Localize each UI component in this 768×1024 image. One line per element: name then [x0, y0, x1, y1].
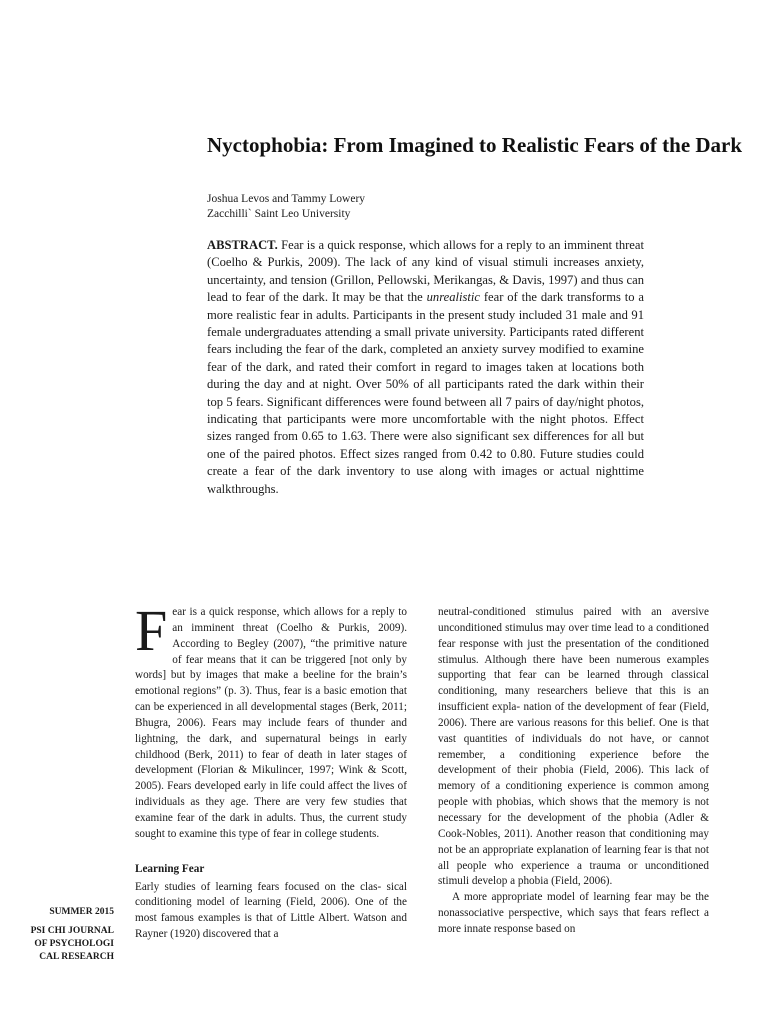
- learning-fear-paragraph: Early studies of learning fears focused on the clas- sical conditioning model of learning (Field, 2006). One of the most famous examples is that of Little Albert. Watson and Rayner (1920) discovered that a: [135, 880, 407, 941]
- conditioning-paragraph: neutral-conditioned stimulus paired with an aversive unconditioned stimulus may over time lead to a conditioned fear response with just the presentation of the conditioned stimulus. Although there have been numerous examples supporting that fear can be learned through classical conditioning, many researchers believe that this is an insufficient expla- nation of the development of fear (Field, 2006). There are various reasons for this belief. One is that vast quantities of individuals do not have, or cannot remember, a conditioning experience before the development of their phobia (Field, 2006). This lack of memory of a conditioning experience is common among people with phobias, which shows that the memory is not necessary for the development of the phobia (Adler & Cook-Nobles, 2011). Another reason that conditioning may not be an appropriate explanation of learning fear is that not all people who experience a trauma or unconditioned stimuli develop a phobia (Field, 2006).: [438, 606, 709, 888]
- intro-text: ear is a quick response, which allows for a reply to an imminent threat (Coelho & Purkis, 2009). According to Begley (2007), “the primitive nature of fear means that it can be triggered [not only by words] but by images that make a beeline for the brain’s emotional regions” (p. 3). Thus, fear is a basic emotion that can be experienced in all developmental stages (Berk, 2011; Bhugra, 2006). Fears may include fears of thunder and lightning, the dark, and supernatural beings in early childhood (Berk, 2011) to fear of death in later stages of development (Florian & Mikulincer, 1997; Wink & Scott, 2005). Fears developed early in life could affect the lives of individuals as they age. There are very few studies that examine fear of the dark in adults. Thus, the current study sought to examine this type of fear in college students.: [135, 606, 407, 840]
- abstract-emphasis: unrealistic: [426, 290, 480, 305]
- journal-name: PSI CHI JOURNAL OF PSYCHOLOGICAL RESEARCH: [30, 926, 114, 963]
- issue-date: SUMMER 2015: [49, 907, 114, 917]
- author-names: Joshua Levos and Tammy Lowery: [207, 193, 366, 205]
- body-column-left: [135, 598, 407, 943]
- abstract: [207, 237, 644, 498]
- author-block: [207, 192, 657, 222]
- intro-paragraph: [135, 598, 407, 843]
- author-affiliation: Zacchilli` Saint Leo University: [207, 208, 351, 220]
- nonassociative-paragraph: A more appropriate model of learning fear may be the nonassociative perspective, which says that fears reflect a more innate response based on: [438, 891, 709, 935]
- abstract-label: ABSTRACT.: [207, 238, 278, 252]
- article-title: Nyctophobia: From Imagined to Realistic Fears of the Dark: [207, 133, 743, 157]
- section-heading-learning-fear: Learning Fear: [135, 862, 205, 875]
- abstract-text-part-2: fear of the dark transforms to a more realistic fear in adults. Participants in the present study included 31 male and 91 female undergraduates attending a small private university. Participants rated different fears including the fear of the dark, completed an anxiety survey modified to examine fear of the dark, and rated their comfort in regard to images taken at locations both during the day and at night. Over 50% of all participants rated the dark within their top 5 fears. Significant differences were found between all 7 pairs of day/night photos, indicating that participants were more uncomfortable with the night photos. Effect sizes ranged from 0.65 to 1.63. There were also significant sex differences for all but one of the paired photos. Effect sizes ranged from 0.42 to 0.80. Future studies could create a fear of the dark inventory to use along with images or actual nighttime walkthroughs.: [207, 290, 644, 496]
- abstract-text-part-1: Fear is a quick response, which allows for a reply to an imminent threat (Coelho & Purkis, 2009). The lack of any kind of visual stimuli increases anxiety, uncertainty, and tension (Grillon, Pellowski, Merikangas, & Davis, 1997) and thus can lead to fear of the dark. It may be that the: [207, 238, 644, 305]
- drop-cap: F: [135, 598, 168, 663]
- body-column-right: [438, 605, 709, 938]
